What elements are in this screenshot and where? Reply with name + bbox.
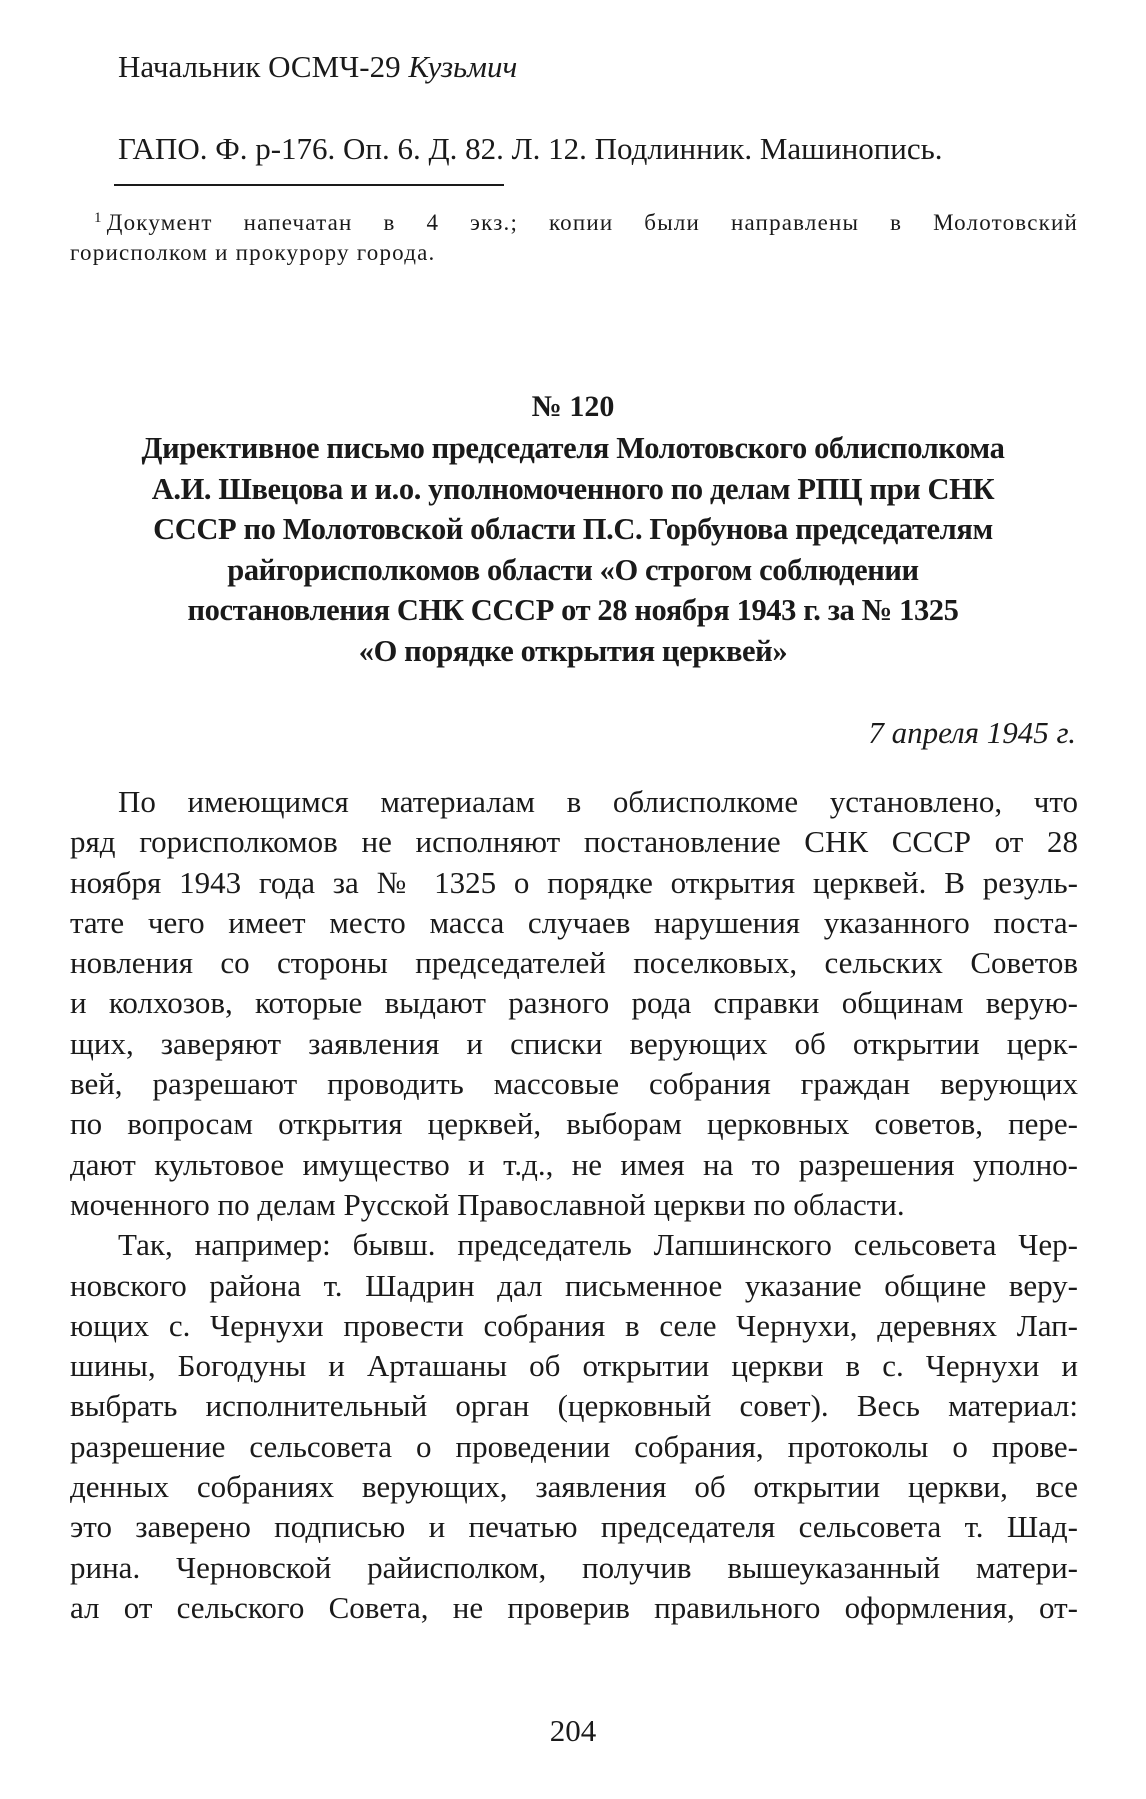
document-title bbox=[60, 428, 1086, 671]
title-line: А.И. Швецова и и.о. уполномоченного по делам РПЦ при СНК bbox=[151, 471, 995, 506]
body-line: Так, например: бывш. председатель Лапшинского сельсовета Чер- bbox=[118, 1227, 1078, 1263]
body-line: По имеющимся материалам в облисполкоме установлено, что bbox=[118, 784, 1078, 819]
signature-position: Начальник ОСМЧ-29 bbox=[118, 49, 401, 84]
body-line: денных собраниях верующих, заявления об открытии церкви, все bbox=[70, 1469, 1078, 1505]
body-line: рина. Черновской райисполком, получив вышеуказанный матери- bbox=[70, 1549, 1078, 1585]
page-number: 204 bbox=[549, 1713, 597, 1748]
footnote bbox=[70, 208, 1078, 268]
body-line: щих, заверяют заявления и списки верующих об открытии церк- bbox=[70, 1025, 1078, 1061]
body-line: это заверено подписью и печатью председателя сельсовета т. Шад- bbox=[70, 1509, 1078, 1545]
body-line: по вопросам открытия церквей, выборам церковных советов, пере- bbox=[70, 1106, 1078, 1142]
body-text bbox=[70, 782, 1078, 1628]
title-line: Директивное письмо председателя Молотовского облисполкома bbox=[141, 431, 1005, 465]
body-line: и колхозов, которые выдают разного рода справки общинам верую- bbox=[70, 985, 1078, 1021]
body-line: новления со стороны председателей поселковых, сельских Советов bbox=[70, 945, 1078, 981]
body-line: разрешение сельсовета о проведении собрания, протоколы о прове- bbox=[70, 1428, 1078, 1464]
body-line: новского района т. Шадрин дал письменное указание общине веру- bbox=[70, 1267, 1078, 1303]
footnote-line-2: горисполком и прокурору города. bbox=[70, 240, 436, 265]
body-line: ал от сельского Совета, не проверив правильного оформления, от- bbox=[70, 1589, 1078, 1625]
body-line: тате чего имеет место масса случаев нарушения указанного поста- bbox=[70, 904, 1078, 940]
body-line: моченного по делам Русской Православной церкви по области. bbox=[70, 1186, 905, 1222]
title-line: постановления СНК СССР от 28 ноября 1943 г. за № 1325 bbox=[187, 593, 959, 627]
footnote-divider bbox=[114, 184, 504, 186]
body-line: шины, Богодуны и Арташаны об открытии церкви в с. Чернухи и bbox=[70, 1348, 1078, 1384]
signature-name: Кузьмич bbox=[408, 49, 518, 84]
body-line: ноября 1943 года за № 1325 о порядке открытия церквей. В резуль- bbox=[70, 864, 1078, 900]
body-line: ющих с. Чернухи провести собрания в селе Чернухи, деревнях Лап- bbox=[70, 1307, 1078, 1343]
document-number: № 120 bbox=[531, 390, 615, 423]
signature-line bbox=[118, 48, 517, 86]
title-line: «О порядке открытия церквей» bbox=[358, 633, 788, 668]
body-line: ряд горисполкомов не исполняют постановление СНК СССР от 28 bbox=[70, 824, 1078, 860]
title-line: райгорисполкомов области «О строгом соблюдении bbox=[227, 552, 919, 587]
title-line: СССР по Молотовской области П.С. Горбунова председателям bbox=[153, 512, 993, 546]
body-line: вей, разрешают проводить массовые собрания граждан верующих bbox=[70, 1066, 1078, 1102]
document-date: 7 апреля 1945 г. bbox=[868, 715, 1076, 750]
archive-reference: ГАПО. Ф. р-176. Оп. 6. Д. 82. Л. 12. Подлинник. Машинопись. bbox=[118, 131, 943, 166]
body-line: выбрать исполнительный орган (церковный совет). Весь материал: bbox=[70, 1388, 1078, 1424]
footnote-line-1: $^1$ Документ напечатан в 4 экз.; копии были направлены в Молотовский bbox=[94, 210, 1078, 235]
body-line: дают культовое имущество и т.д., не имея на то разрешения уполно- bbox=[70, 1146, 1078, 1182]
footnote-marker: 1 bbox=[94, 210, 103, 226]
